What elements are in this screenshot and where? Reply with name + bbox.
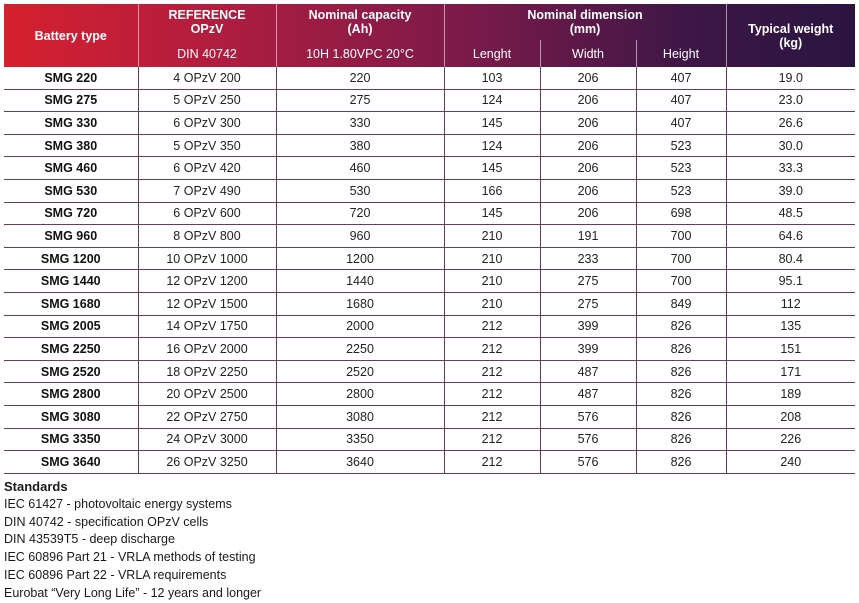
cell-reference: 16 OPzV 2000 [138,338,276,361]
cell-reference: 6 OPzV 300 [138,112,276,135]
cell-height: 407 [636,112,726,135]
cell-reference: 26 OPzV 3250 [138,451,276,474]
cell-width: 206 [540,67,636,89]
cell-width: 206 [540,202,636,225]
table-row [4,202,855,225]
cell-battery-type: SMG 2250 [4,338,138,361]
cell-capacity: 220 [276,67,444,89]
cell-length: 212 [444,338,540,361]
cell-height: 700 [636,225,726,248]
header-width: Width [540,40,636,67]
cell-length: 212 [444,428,540,451]
cell-reference: 6 OPzV 600 [138,202,276,225]
cell-width: 275 [540,292,636,315]
cell-weight: 135 [726,315,855,338]
standards-item: DIN 40742 - specification OPzV cells [4,514,209,529]
cell-height: 700 [636,270,726,293]
cell-height: 849 [636,292,726,315]
cell-capacity: 530 [276,179,444,202]
cell-length: 212 [444,383,540,406]
cell-battery-type: SMG 3080 [4,405,138,428]
standards-item: IEC 60896 Part 22 - VRLA requirements [4,567,227,582]
cell-height: 826 [636,315,726,338]
standards-section [4,478,261,603]
cell-reference: 7 OPzV 490 [138,179,276,202]
header-capacity-line2: (Ah) [347,22,373,36]
cell-width: 206 [540,112,636,135]
cell-height: 826 [636,451,726,474]
table-row [4,67,855,89]
table-row [4,89,855,112]
table-row [4,270,855,293]
cell-capacity: 380 [276,134,444,157]
cell-reference: 6 OPzV 420 [138,157,276,180]
cell-width: 399 [540,338,636,361]
table-row [4,134,855,157]
cell-length: 212 [444,405,540,428]
table-row [4,179,855,202]
battery-spec-sheet [4,4,855,474]
cell-reference: 10 OPzV 1000 [138,247,276,270]
cell-capacity: 460 [276,157,444,180]
cell-reference: 5 OPzV 250 [138,89,276,112]
standards-item: Eurobat “Very Long Life” - 12 years and longer [4,585,262,600]
cell-length: 210 [444,292,540,315]
standards-item: IEC 61427 - photovoltaic energy systems [4,496,232,511]
cell-width: 206 [540,134,636,157]
cell-weight: 112 [726,292,855,315]
cell-width: 191 [540,225,636,248]
cell-capacity: 3640 [276,451,444,474]
cell-weight: 48.5 [726,202,855,225]
cell-length: 145 [444,157,540,180]
cell-battery-type: SMG 3640 [4,451,138,474]
cell-height: 407 [636,89,726,112]
header-reference-sub: DIN 40742 [138,40,276,67]
cell-length: 124 [444,89,540,112]
cell-weight: 189 [726,383,855,406]
cell-capacity: 275 [276,89,444,112]
cell-length: 212 [444,315,540,338]
cell-height: 826 [636,383,726,406]
cell-width: 576 [540,428,636,451]
cell-weight: 208 [726,405,855,428]
cell-weight: 30.0 [726,134,855,157]
cell-width: 487 [540,360,636,383]
table-row [4,247,855,270]
table-row [4,383,855,406]
header-height: Height [636,40,726,67]
cell-weight: 64.6 [726,225,855,248]
cell-width: 275 [540,270,636,293]
cell-width: 206 [540,179,636,202]
cell-reference: 8 OPzV 800 [138,225,276,248]
table-header [4,4,855,67]
header-reference [138,4,276,40]
cell-battery-type: SMG 460 [4,157,138,180]
cell-reference: 20 OPzV 2500 [138,383,276,406]
cell-length: 124 [444,134,540,157]
cell-width: 206 [540,89,636,112]
standards-item: DIN 43539T5 - deep discharge [4,532,175,547]
cell-length: 210 [444,270,540,293]
table-row [4,428,855,451]
cell-height: 700 [636,247,726,270]
cell-battery-type: SMG 2005 [4,315,138,338]
cell-capacity: 2000 [276,315,444,338]
cell-weight: 80.4 [726,247,855,270]
table-row [4,157,855,180]
standards-item: IEC 60896 Part 21 - VRLA methods of testing [4,550,256,565]
cell-width: 576 [540,451,636,474]
table-body [4,67,855,473]
cell-length: 166 [444,179,540,202]
table-row [4,338,855,361]
cell-height: 826 [636,360,726,383]
cell-battery-type: SMG 960 [4,225,138,248]
header-weight [726,4,855,67]
cell-height: 523 [636,157,726,180]
cell-width: 487 [540,383,636,406]
cell-weight: 95.1 [726,270,855,293]
cell-battery-type: SMG 1680 [4,292,138,315]
cell-height: 826 [636,338,726,361]
cell-weight: 240 [726,451,855,474]
cell-battery-type: SMG 275 [4,89,138,112]
cell-height: 826 [636,405,726,428]
standards-title: Standards [4,479,68,494]
cell-capacity: 2800 [276,383,444,406]
cell-capacity: 2250 [276,338,444,361]
cell-length: 212 [444,451,540,474]
header-capacity [276,4,444,40]
header-dimension-line1: Nominal dimension [527,8,643,22]
table-row [4,112,855,135]
cell-reference: 5 OPzV 350 [138,134,276,157]
cell-height: 523 [636,179,726,202]
cell-length: 145 [444,202,540,225]
cell-battery-type: SMG 220 [4,67,138,89]
cell-battery-type: SMG 2800 [4,383,138,406]
header-reference-line1: REFERENCE [168,8,246,22]
cell-reference: 12 OPzV 1500 [138,292,276,315]
cell-capacity: 1200 [276,247,444,270]
header-length: Lenght [444,40,540,67]
cell-capacity: 720 [276,202,444,225]
cell-capacity: 3350 [276,428,444,451]
cell-height: 523 [636,134,726,157]
table-row [4,292,855,315]
header-dimension-line2: (mm) [569,22,601,36]
table-row [4,451,855,474]
cell-height: 698 [636,202,726,225]
header-battery-type: Battery type [4,4,138,67]
cell-capacity: 960 [276,225,444,248]
cell-weight: 151 [726,338,855,361]
cell-capacity: 1440 [276,270,444,293]
cell-reference: 12 OPzV 1200 [138,270,276,293]
battery-spec-table [4,4,855,474]
cell-weight: 171 [726,360,855,383]
cell-capacity: 2520 [276,360,444,383]
header-dimension [444,4,726,40]
cell-battery-type: SMG 1440 [4,270,138,293]
cell-length: 212 [444,360,540,383]
cell-battery-type: SMG 530 [4,179,138,202]
cell-width: 206 [540,157,636,180]
cell-height: 407 [636,67,726,89]
cell-battery-type: SMG 2520 [4,360,138,383]
cell-reference: 14 OPzV 1750 [138,315,276,338]
table-row [4,225,855,248]
cell-length: 103 [444,67,540,89]
cell-reference: 22 OPzV 2750 [138,405,276,428]
table-row [4,360,855,383]
header-weight-line2: (kg) [779,35,803,50]
cell-capacity: 1680 [276,292,444,315]
cell-length: 210 [444,247,540,270]
cell-reference: 4 OPzV 200 [138,67,276,89]
cell-battery-type: SMG 720 [4,202,138,225]
cell-width: 233 [540,247,636,270]
header-reference-line2: OPzV [190,22,224,36]
cell-height: 826 [636,428,726,451]
header-capacity-sub: 10H 1.80VPC 20°C [276,40,444,67]
cell-weight: 26.6 [726,112,855,135]
table-row [4,405,855,428]
cell-weight: 23.0 [726,89,855,112]
cell-weight: 39.0 [726,179,855,202]
cell-weight: 19.0 [726,67,855,89]
cell-width: 399 [540,315,636,338]
cell-battery-type: SMG 3350 [4,428,138,451]
cell-reference: 18 OPzV 2250 [138,360,276,383]
cell-capacity: 330 [276,112,444,135]
cell-battery-type: SMG 330 [4,112,138,135]
cell-weight: 226 [726,428,855,451]
cell-battery-type: SMG 380 [4,134,138,157]
cell-capacity: 3080 [276,405,444,428]
cell-length: 210 [444,225,540,248]
cell-width: 576 [540,405,636,428]
header-weight-line1: Typical weight [748,21,834,36]
header-capacity-line1: Nominal capacity [308,8,412,22]
cell-battery-type: SMG 1200 [4,247,138,270]
cell-reference: 24 OPzV 3000 [138,428,276,451]
cell-length: 145 [444,112,540,135]
cell-weight: 33.3 [726,157,855,180]
table-row [4,315,855,338]
